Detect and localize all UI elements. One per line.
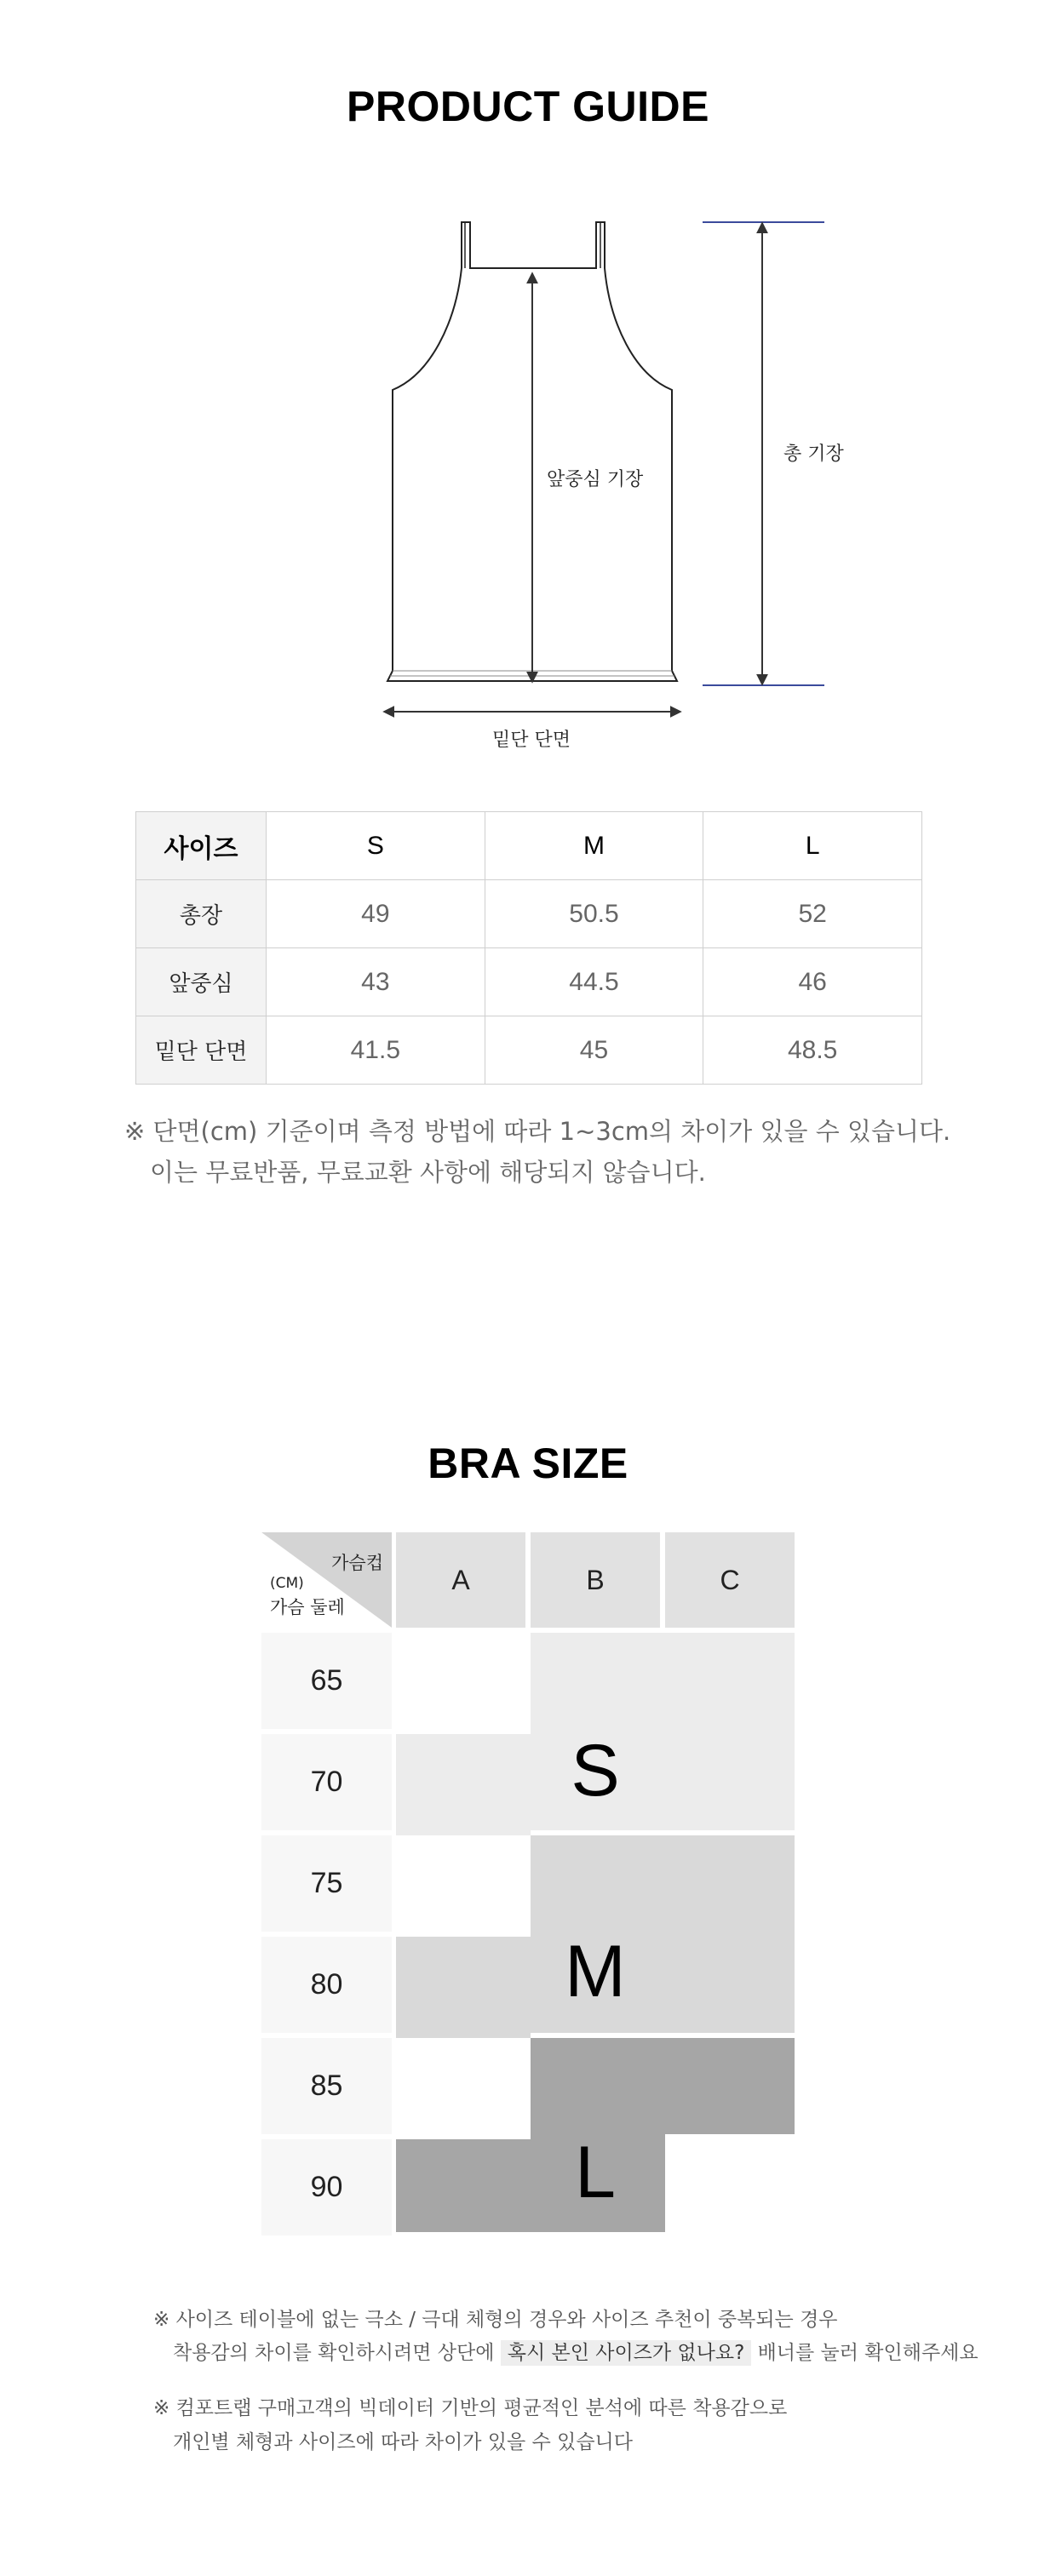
table-cell: 41.5 — [267, 1016, 485, 1085]
total-length-label: 총 기장 — [783, 444, 844, 465]
size-col-m: M — [485, 812, 703, 880]
bra-note-1-line-1: ※ 사이즈 테이블에 없는 극소 / 극대 체형의 경우와 사이즈 추천이 중복되는 경우 — [153, 2309, 838, 2331]
band-header-65: 65 — [261, 1633, 392, 1729]
product-guide-title: PRODUCT GUIDE — [347, 83, 709, 130]
band-header-75: 75 — [261, 1835, 392, 1932]
bra-size-chart — [261, 1532, 795, 2232]
size-label-s: S — [571, 1729, 620, 1812]
band-header-85: 85 — [261, 2038, 392, 2134]
bra-size-regions — [261, 1532, 795, 2232]
table-cell: 50.5 — [485, 880, 703, 948]
bra-note-2-line-2: 개인별 체형과 사이즈에 따라 차이가 있을 수 있습니다 — [173, 2431, 633, 2453]
cup-header-c: C — [665, 1532, 795, 1628]
bra-size-title: BRA SIZE — [428, 1440, 628, 1487]
row-label-center-front: 앞중심 — [136, 948, 267, 1016]
table-cell: 49 — [267, 880, 485, 948]
row-label-total-length: 총장 — [136, 880, 267, 948]
bra-note-2-line-1: ※ 컴포트랩 구매고객의 빅데이터 기반의 평균적인 분석에 따른 착용감으로 — [153, 2397, 788, 2419]
bra-note-1-text-before: 착용감의 차이를 확인하시려면 상단에 — [173, 2342, 495, 2364]
bra-note-1-text-after: 배너를 눌러 확인해주세요 — [757, 2342, 979, 2364]
hem-width-label: 밑단 단면 — [492, 730, 571, 751]
garment-diagram — [0, 0, 1056, 766]
table-row — [136, 1016, 922, 1085]
band-header-80: 80 — [261, 1937, 392, 2033]
size-label-m: M — [565, 1930, 626, 2012]
table-cell: 45 — [485, 1016, 703, 1085]
measurement-note-1: ※ 단면(cm) 기준이며 측정 방법에 따라 1~3cm의 차이가 있을 수 있습니다. — [124, 1117, 951, 1146]
band-header-70: 70 — [261, 1734, 392, 1830]
size-col-s: S — [267, 812, 485, 880]
size-col-l: L — [703, 812, 922, 880]
measurement-note-2: 이는 무료반품, 무료교환 사항에 해당되지 않습니다. — [150, 1158, 706, 1187]
table-row — [136, 948, 922, 1016]
size-table — [135, 811, 922, 1085]
table-cell: 43 — [267, 948, 485, 1016]
band-axis-label: 가슴 둘레 — [270, 1597, 345, 1617]
no-size-banner-chip: 혹시 본인 사이즈가 없나요? — [501, 2340, 752, 2366]
cup-header-a: A — [396, 1532, 525, 1628]
band-header-90: 90 — [261, 2139, 392, 2235]
cup-axis-label: 가슴컵 — [331, 1553, 383, 1573]
table-cell: 44.5 — [485, 948, 703, 1016]
size-table-header-row — [136, 812, 922, 880]
center-front-length-label: 앞중심 기장 — [545, 465, 645, 491]
cup-header-b: B — [531, 1532, 660, 1628]
table-row — [136, 880, 922, 948]
row-label-hem-width: 밑단 단면 — [136, 1016, 267, 1085]
bra-note-1-line-2 — [173, 2337, 979, 2365]
table-cell: 48.5 — [703, 1016, 922, 1085]
table-cell: 52 — [703, 880, 922, 948]
unit-label: (CM) — [270, 1575, 304, 1592]
size-label-l: L — [575, 2131, 616, 2213]
table-cell: 46 — [703, 948, 922, 1016]
size-table-corner: 사이즈 — [136, 812, 267, 880]
